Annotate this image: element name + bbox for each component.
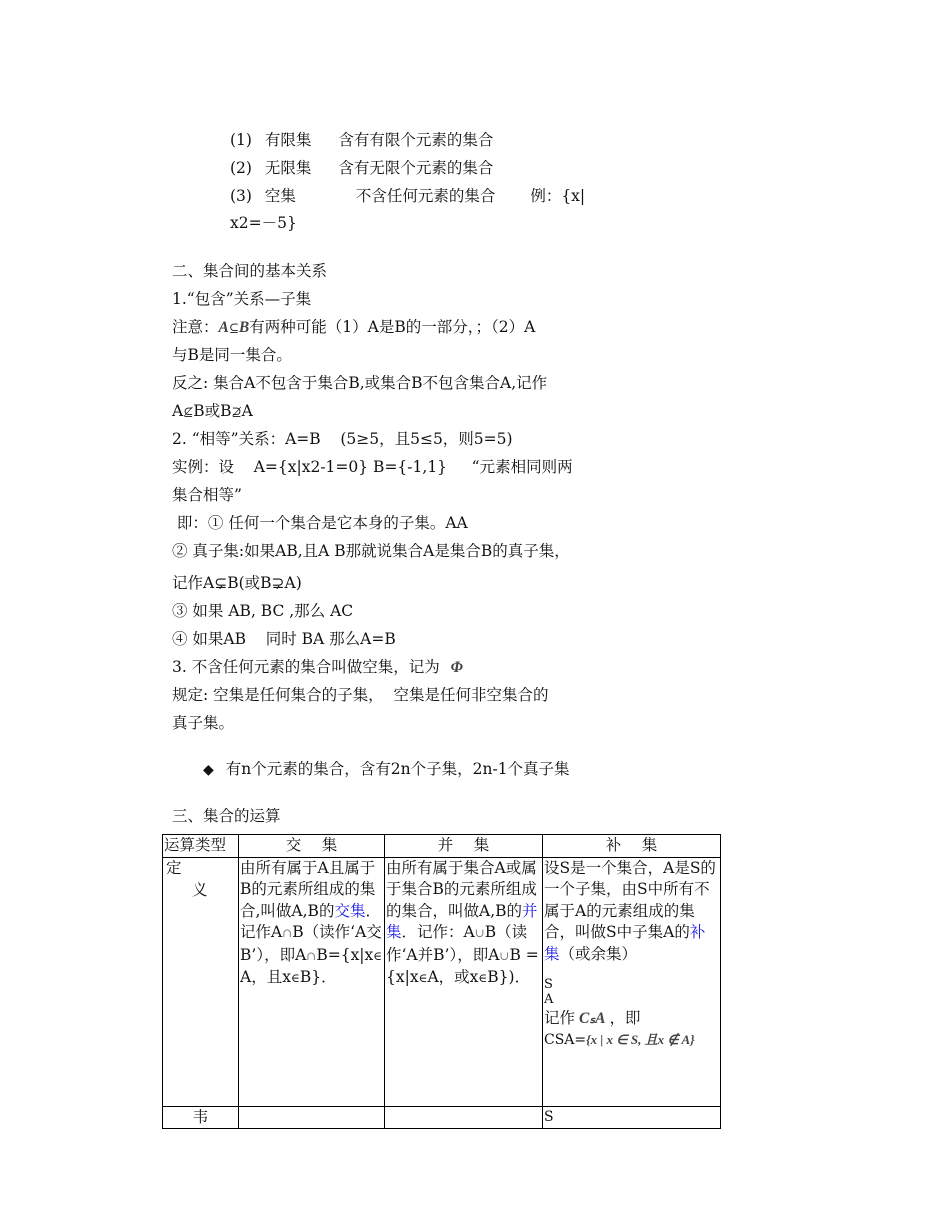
text-line: ② 真子集:如果AB,且A B那就说集合A是集合B的真子集， [172, 542, 570, 560]
header-cell: 并 集 [385, 835, 543, 858]
item-name: 有限集 [264, 131, 312, 149]
text-line-empty-set: 3. 不含任何元素的集合叫做空集，记为 Φ [172, 658, 463, 676]
not-subset-symbol: ⊈ [183, 405, 194, 419]
text-line-notation: A⊈B或B⊉A [172, 402, 253, 420]
item-example: 例：{x| [530, 187, 586, 205]
intersection-term: 交集 [334, 901, 366, 920]
complement-notation-symbol: CₛA [579, 1010, 606, 1027]
text-line: 真子集。 [172, 714, 235, 732]
intersection-definition-cell: 由所有属于A且属于B的元素所组成的集合,叫做A,B的交集．记作A∩B（读作‘A交B’），即A∩B={x|x∈A，且x∈B}． [239, 857, 385, 1106]
operations-table [162, 834, 721, 1129]
header-cell: 交 集 [239, 835, 385, 858]
header-cell: 补 集 [543, 835, 721, 858]
text-line: 1.“包含”关系—子集 [172, 290, 312, 308]
bullet-line: ◆ 有n个元素的集合，含有2n个子集，2n-1个真子集 [203, 760, 570, 778]
intersection-symbol: ∩ [282, 926, 293, 940]
diamond-bullet-icon: ◆ [203, 762, 214, 778]
item-desc: 含有有限个元素的集合 [338, 131, 494, 149]
list-item-finite [230, 130, 493, 150]
text-line-proper-subset: 记作A⊊B(或B⊋A) [172, 574, 302, 592]
set-a-symbol: A [218, 319, 229, 336]
text-line: 与B是同一集合。 [172, 346, 292, 364]
text-line-subset-note: 注意：A⊆B有两种可能（1）A是B的一部分，；（2）A [172, 318, 536, 336]
element-of-symbol: ∈ [478, 971, 488, 985]
table-row-venn [163, 1106, 721, 1129]
subseteq-symbol: ⊆ [228, 321, 239, 335]
text-line: ④ 如果AB 同时 BA 那么A=B [172, 630, 396, 648]
text-line: 集合相等” [172, 486, 242, 504]
element-of-symbol: ∈ [290, 971, 300, 985]
section-heading-operations: 三、集合的运算 [172, 807, 281, 825]
intersection-symbol: ∩ [306, 948, 317, 963]
proper-subset-symbol: ⊊ [214, 574, 228, 592]
not-superset-symbol: ⊉ [231, 405, 242, 419]
table-cell [385, 1106, 543, 1129]
union-term: 并集 [386, 901, 538, 941]
item-name: 无限集 [264, 159, 312, 177]
list-item-example-cont: x2=－5} [230, 214, 297, 232]
text-line: 实例：设 A={x|x2-1=0} B={-1,1} “元素相同则两 [172, 458, 573, 476]
complement-definition-cell: 设S是一个集合，A是S的一个子集，由S中所有不属于A的元素组成的集合，叫做S中子集A的补集（或余集） S A 记作 CₛA ，即 CSA={x | x ∈ S, 且x ∉ A} [543, 857, 721, 1106]
element-of-symbol: ∈ [373, 948, 383, 963]
table-cell: S [543, 1106, 721, 1129]
text-line: 2. “相等”关系：A=B (5≥5，且5≤5，则5=5) [172, 430, 513, 448]
set-b-symbol: B [238, 319, 250, 336]
text-line: 即：① 任何一个集合是它本身的子集。AA [172, 514, 468, 532]
text-line: 反之: 集合A不包含于集合B,或集合B不包含集合A,记作 [172, 374, 548, 392]
item-number: (1) [230, 131, 252, 149]
item-desc: 不含任何元素的集合 [355, 187, 496, 205]
table-cell [239, 1106, 385, 1129]
diagram-label-a: A [544, 992, 554, 1007]
row-label-cell: 韦 [163, 1106, 239, 1129]
element-of-symbol: ∈ [418, 971, 428, 985]
table-row-definition [163, 857, 721, 1106]
item-number: (2) [230, 159, 252, 177]
empty-set-symbol: Φ [450, 659, 463, 676]
diagram-label-s: S [544, 977, 553, 992]
text-line: ③ 如果 AB, BC ,那么 AC [172, 602, 354, 620]
union-definition-cell: 由所有属于集合A或属于集合B的元素所组成的集合，叫做A,B的并集．记作：A∪B（读作‘A并B’），即A∪B ={x|x∈A，或x∈B})． [385, 857, 543, 1106]
table-header-row [163, 835, 721, 858]
list-item-infinite [230, 158, 493, 178]
union-symbol: ∪ [474, 926, 485, 940]
complement-term: 补集 [544, 923, 706, 963]
union-symbol: ∪ [499, 948, 510, 963]
section-heading-relations: 二、集合间的基本关系 [172, 262, 328, 280]
item-desc: 含有无限个元素的集合 [338, 159, 494, 177]
item-name: 空集 [264, 187, 296, 205]
row-label-cell: 定 义 [163, 857, 239, 1106]
header-cell: 运算类型 [163, 835, 239, 858]
complement-set-expression: {x | x ∈ S, 且x ∉ A} [586, 1032, 695, 1047]
list-item-empty [230, 186, 585, 206]
text-line: 规定: 空集是任何集合的子集， 空集是任何非空集合的 [172, 686, 549, 704]
item-number: (3) [230, 187, 252, 205]
proper-superset-symbol: ⊋ [271, 574, 285, 592]
